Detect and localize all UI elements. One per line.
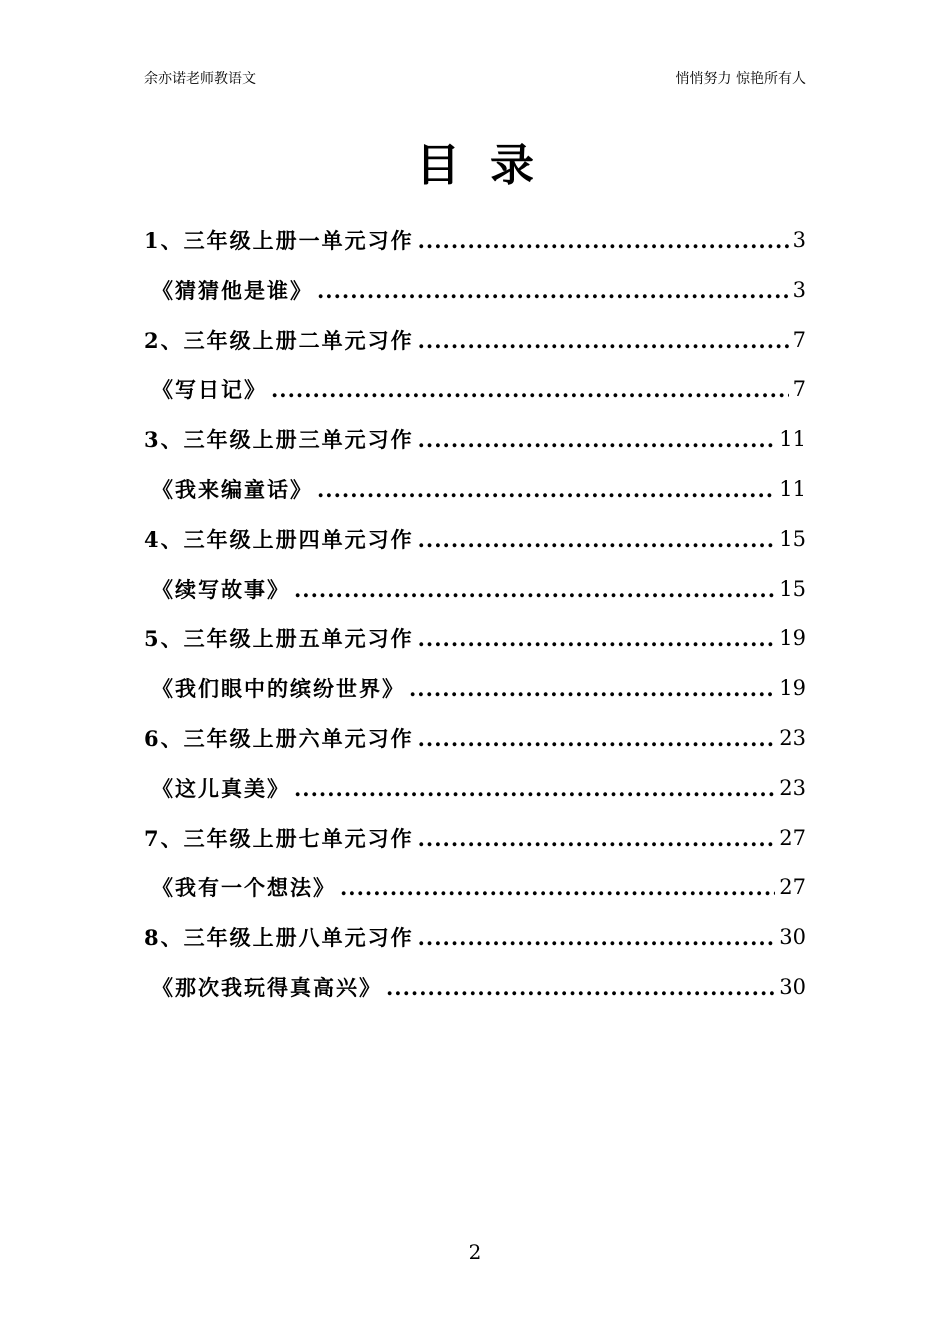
toc-entry-page: 7 <box>792 377 806 402</box>
toc-entry-label: 4、三年级上册四单元习作 <box>144 526 414 552</box>
toc-entry-label: 2、三年级上册二单元习作 <box>144 327 414 353</box>
toc-entry-page: 3 <box>792 277 806 302</box>
toc-entry-label: 《猜猜他是谁》 <box>152 277 313 303</box>
toc-entry-label: 5、三年级上册五单元习作 <box>144 626 414 652</box>
toc-entry-page: 19 <box>779 676 806 701</box>
toc-entry-label: 《那次我玩得真高兴》 <box>152 974 382 1000</box>
header-motto: 悄悄努力 惊艳所有人 <box>675 71 806 87</box>
toc-entry-label: 《我有一个想法》 <box>152 875 336 901</box>
toc-entry[interactable] <box>144 316 806 366</box>
toc-leader <box>271 365 789 415</box>
toc-leader <box>418 515 776 565</box>
toc-entry-page: 7 <box>792 327 806 352</box>
toc-entry[interactable] <box>144 465 806 515</box>
toc-entry[interactable] <box>144 565 806 615</box>
toc-entry[interactable] <box>144 664 806 714</box>
toc-entry-page: 30 <box>779 974 806 999</box>
toc-entry-label: 8、三年级上册八单元习作 <box>144 925 414 951</box>
toc-entry[interactable] <box>144 913 806 963</box>
toc-leader <box>418 614 776 664</box>
toc-leader <box>386 963 775 1013</box>
toc-leader <box>294 565 775 615</box>
toc-entry[interactable] <box>144 216 806 266</box>
toc-leader <box>418 913 776 963</box>
toc-leader <box>418 714 776 764</box>
toc-entry[interactable] <box>144 266 806 316</box>
toc-leader <box>418 415 776 465</box>
toc-leader <box>418 316 789 366</box>
toc-entry-page: 27 <box>779 825 806 850</box>
page-number: 2 <box>468 1240 482 1264</box>
toc-entry-page: 11 <box>779 476 806 501</box>
toc-entry-page: 27 <box>779 875 806 900</box>
toc-leader <box>418 814 776 864</box>
toc-entry-label: 6、三年级上册六单元习作 <box>144 725 414 751</box>
toc-entry-page: 15 <box>779 526 806 551</box>
toc-entry-page: 19 <box>779 626 806 651</box>
toc-entry[interactable] <box>144 963 806 1013</box>
toc-entry-page: 23 <box>779 775 806 800</box>
page-title: 目录 <box>416 140 564 191</box>
toc-entry-page: 11 <box>779 427 806 452</box>
table-of-contents <box>144 216 806 1013</box>
toc-entry[interactable] <box>144 515 806 565</box>
toc-entry-label: 《续写故事》 <box>152 576 290 602</box>
toc-entry-page: 15 <box>779 576 806 601</box>
toc-leader <box>294 764 775 814</box>
toc-entry-page: 30 <box>779 925 806 950</box>
toc-entry[interactable] <box>144 415 806 465</box>
toc-entry[interactable] <box>144 714 806 764</box>
header-author: 余亦诺老师教语文 <box>144 71 256 87</box>
toc-leader <box>317 266 789 316</box>
toc-entry[interactable] <box>144 614 806 664</box>
toc-entry-page: 23 <box>779 725 806 750</box>
toc-entry-label: 1、三年级上册一单元习作 <box>144 228 414 253</box>
toc-leader <box>317 465 775 515</box>
toc-entry[interactable] <box>144 365 806 415</box>
toc-entry-label: 《写日记》 <box>152 377 267 403</box>
toc-leader <box>409 664 775 714</box>
toc-entry-label: 7、三年级上册七单元习作 <box>144 825 414 851</box>
toc-entry-page: 3 <box>792 228 806 252</box>
toc-entry-label: 3、三年级上册三单元习作 <box>144 427 414 453</box>
toc-entry-label: 《我们眼中的缤纷世界》 <box>152 676 405 702</box>
toc-entry-label: 《我来编童话》 <box>152 476 313 502</box>
toc-entry[interactable] <box>144 863 806 913</box>
toc-leader <box>418 216 789 266</box>
toc-leader <box>340 863 775 913</box>
toc-entry-label: 《这儿真美》 <box>152 775 290 801</box>
toc-entry[interactable] <box>144 814 806 864</box>
toc-entry[interactable] <box>144 764 806 814</box>
